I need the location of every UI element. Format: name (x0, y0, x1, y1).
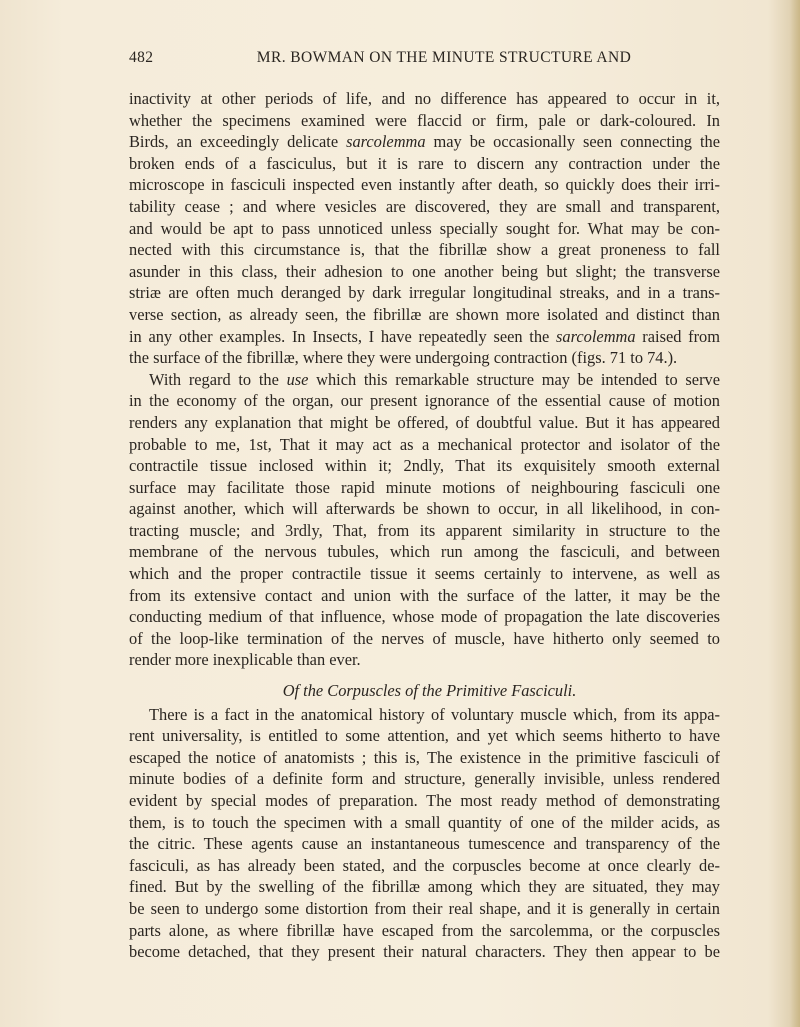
text-line: of the loop-like termination of the nerves of muscle, have hitherto only seemed to (129, 628, 720, 648)
section-heading: Of the Corpuscles of the Primitive Fasciculi. (282, 681, 577, 701)
text-line: from its extensive contact and union with the surface of the latter, it may be the (129, 585, 720, 605)
text-line: in the economy of the organ, our present ignorance of the essential cause of motion (129, 391, 720, 411)
italic-word: sarcolemma (556, 326, 636, 346)
text-line: tability cease ; and where vesicles are discovered, they are small and transparent, (129, 196, 720, 216)
text-line: become detached, that they present their natural characters. They then appear to be (129, 942, 720, 962)
text-line: surface may facilitate those rapid minute motions of neighbouring fasciculi one (129, 477, 720, 497)
paragraph-1 (129, 88, 720, 369)
text-line: renders any explanation that might be offered, of doubtful value. But it has appeared (129, 412, 720, 432)
text-line: tracting muscle; and 3rdly, That, from its apparent similarity in structure to the (129, 520, 720, 540)
text-line: be seen to undergo some distortion from their real shape, and it is generally in certain (129, 898, 720, 918)
body-text (129, 88, 720, 963)
text-line: the surface of the fibrillæ, where they were undergoing contraction (figs. 71 to 74.). (129, 348, 678, 368)
italic-word: sarcolemma (346, 132, 426, 152)
text-line: broken ends of a fasciculus, but it is rare to discern any contraction under the (129, 153, 720, 173)
text-line: and would be apt to pass unnoticed unless specially sought for. What may be con- (129, 218, 720, 238)
text-line: nected with this circumstance is, that the fibrillæ show a great proneness to fall (129, 240, 720, 260)
text-line: which and the proper contractile tissue it seems certainly to intervene, as well as (129, 564, 720, 584)
text-line: conducting medium of that influence, whose mode of propagation the late discoveries (129, 607, 720, 627)
text-line: inactivity at other periods of life, and no difference has appeared to occur in it, (129, 89, 720, 108)
text-line: With regard to the use which this remarkable structure may be intended to serve (149, 369, 720, 389)
text-line: asunder in this class, their adhesion to one another being but slight; the transverse (129, 261, 720, 281)
text-line: verse section, as already seen, the fibrillæ are shown more isolated and distinct than (129, 304, 720, 324)
text-line: striæ are often much deranged by dark irregular longitudinal streaks, and in a trans- (129, 283, 720, 303)
text-line: whether the specimens examined were flaccid or firm, pale or dark-coloured. In (129, 110, 720, 130)
text-line: membrane of the nervous tubules, which run among the fasciculi, and between (129, 542, 720, 562)
text-line: the citric. These agents cause an instantaneous tumescence and transparency of the (129, 834, 720, 854)
text-line: rent universality, is entitled to some attention, and yet which seems hitherto to have (129, 726, 720, 746)
text-line: minute bodies of a definite form and structure, generally invisible, unless rendered (129, 769, 720, 789)
running-head: MR. BOWMAN ON THE MINUTE STRUCTURE AND (256, 49, 632, 66)
text-line: against another, which will afterwards be shown to occur, in all likelihood, in con- (129, 499, 720, 519)
text-line: fasciculi, as has already been stated, and the corpuscles become at once clearly de- (129, 855, 720, 875)
page-number: 482 (129, 49, 154, 66)
text-line: render more inexplicable than ever. (129, 650, 361, 670)
paragraph-2 (129, 369, 720, 671)
italic-word: use (286, 369, 309, 389)
text-line: microscope in fasciculi inspected even instantly after death, so quickly does their irri- (129, 175, 720, 195)
text-line: in any other examples. In Insects, I have repeatedly seen the sarcolemma raised from (129, 326, 720, 346)
text-line: There is a fact in the anatomical history of voluntary muscle which, from its appa- (149, 704, 720, 724)
text-line: parts alone, as where fibrillæ have escaped from the sarcolemma, or the corpuscles (129, 920, 720, 940)
page-edge (790, 0, 800, 1027)
text-line: escaped the notice of anatomists ; this is, The existence in the primitive fasciculi of (129, 747, 720, 767)
text-line: contractile tissue inclosed within it; 2ndly, That its exquisitely smooth external (129, 456, 720, 476)
text-line: evident by special modes of preparation. The most ready method of demonstrating (129, 791, 720, 810)
text-line: probable to me, 1st, That it may act as a mechanical protector and isolator of the (129, 434, 720, 454)
text-line: fined. But by the swelling of the fibrillæ among which they are situated, they may (129, 877, 720, 897)
text-line: Birds, an exceedingly delicate sarcolemma may be occasionally seen connecting the (129, 132, 720, 152)
paragraph-3 (129, 704, 720, 963)
text-line: them, is to touch the specimen with a small quantity of one of the milder acids, as (129, 812, 720, 832)
page-header (129, 49, 719, 71)
